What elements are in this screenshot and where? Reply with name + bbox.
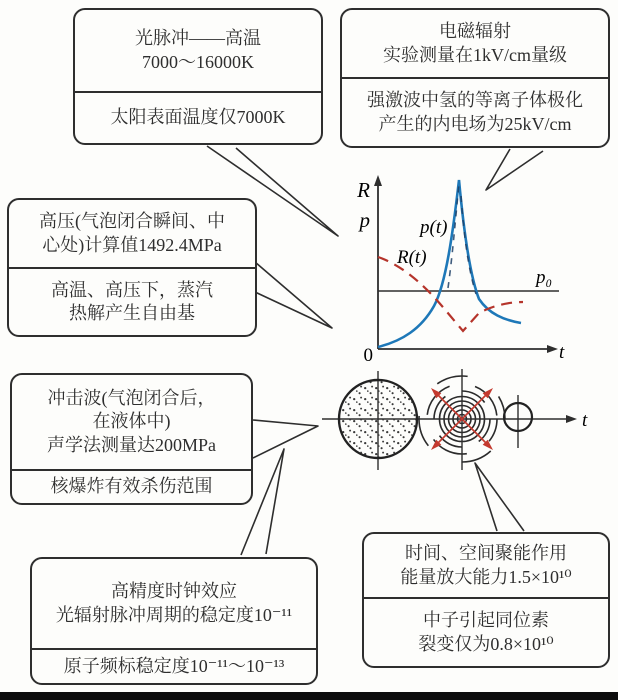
p-t-curve-label: p(t)	[420, 217, 448, 238]
bubble-expanded-circle	[339, 380, 417, 458]
box-line: 高温、高压下，蒸汽	[51, 279, 213, 300]
pointer-energy-to-bubble	[475, 463, 524, 531]
callout-box-shock-wave	[10, 373, 253, 505]
bubble-reformed	[504, 395, 532, 448]
y-axis-arrowhead	[374, 175, 382, 186]
bubble-axis-label-t: t	[582, 410, 588, 431]
scan-border-bottom	[0, 692, 618, 700]
bubble-expanded	[339, 371, 417, 470]
y-axis-label-p: p	[359, 208, 370, 232]
box-line: 实验测量在1kV/cm量级	[383, 44, 567, 65]
origin-label: 0	[363, 345, 373, 366]
box-line: 高压(气泡闭合瞬间、中	[39, 211, 225, 232]
p0-label: p₀	[536, 267, 553, 288]
callout-box-energy-focus	[362, 532, 610, 668]
box-line: 声学法测量达200MPa	[46, 434, 216, 455]
callout-box-clock	[30, 557, 318, 685]
box-line: 能量放大能力1.5×10¹⁰	[400, 566, 572, 587]
rp-plot	[356, 175, 565, 366]
box-line: 7000～16000K	[142, 51, 254, 72]
box-line: 太阳表面温度仅7000K	[110, 107, 286, 128]
callout-box-high-pressure	[7, 198, 257, 337]
box-line: 心处)计算值1492.4MPa	[42, 234, 222, 255]
box-line: 产生的内电场为25kV/cm	[378, 113, 572, 134]
box-line: 光脉冲——高温	[135, 28, 261, 49]
x-axis-arrowhead	[547, 345, 558, 353]
pointer-shock-wave-to-bubble	[253, 420, 318, 458]
box-line: 在液体中)	[92, 411, 171, 432]
callout-box-light-pulse	[73, 8, 323, 145]
bubble-sequence	[322, 369, 588, 470]
box-line: 核爆炸有效杀伤范围	[50, 476, 213, 497]
box-line: 裂变仅为0.8×10¹⁰	[418, 633, 554, 654]
box-line: 强激波中氢的等离子体极化	[367, 90, 583, 111]
box-line: 高精度时钟效应	[111, 581, 237, 602]
box-line: 电磁辐射	[439, 21, 511, 42]
box-line: 热解产生自由基	[69, 303, 195, 323]
pointer-high-pressure-to-plot	[255, 262, 332, 328]
y-axis-label-R: R	[357, 178, 370, 202]
box-line: 原子频标稳定度10⁻¹¹～10⁻¹³	[63, 655, 285, 676]
x-axis-label-t: t	[559, 342, 565, 363]
R-t-curve	[378, 257, 523, 331]
pointer-em-radiation-to-peak	[486, 149, 543, 190]
bubble-axis-arrowhead	[566, 415, 577, 423]
box-line: 时间、空间聚能作用	[405, 543, 567, 564]
callout-box-em-radiation	[340, 8, 610, 148]
box-line: 光辐射脉冲周期的稳定度10⁻¹¹	[55, 604, 293, 625]
box-line: 冲击波(气泡闭合后，	[47, 388, 216, 409]
R-t-curve-label: R(t)	[397, 247, 427, 268]
box-line: 中子引起同位素	[423, 610, 549, 631]
